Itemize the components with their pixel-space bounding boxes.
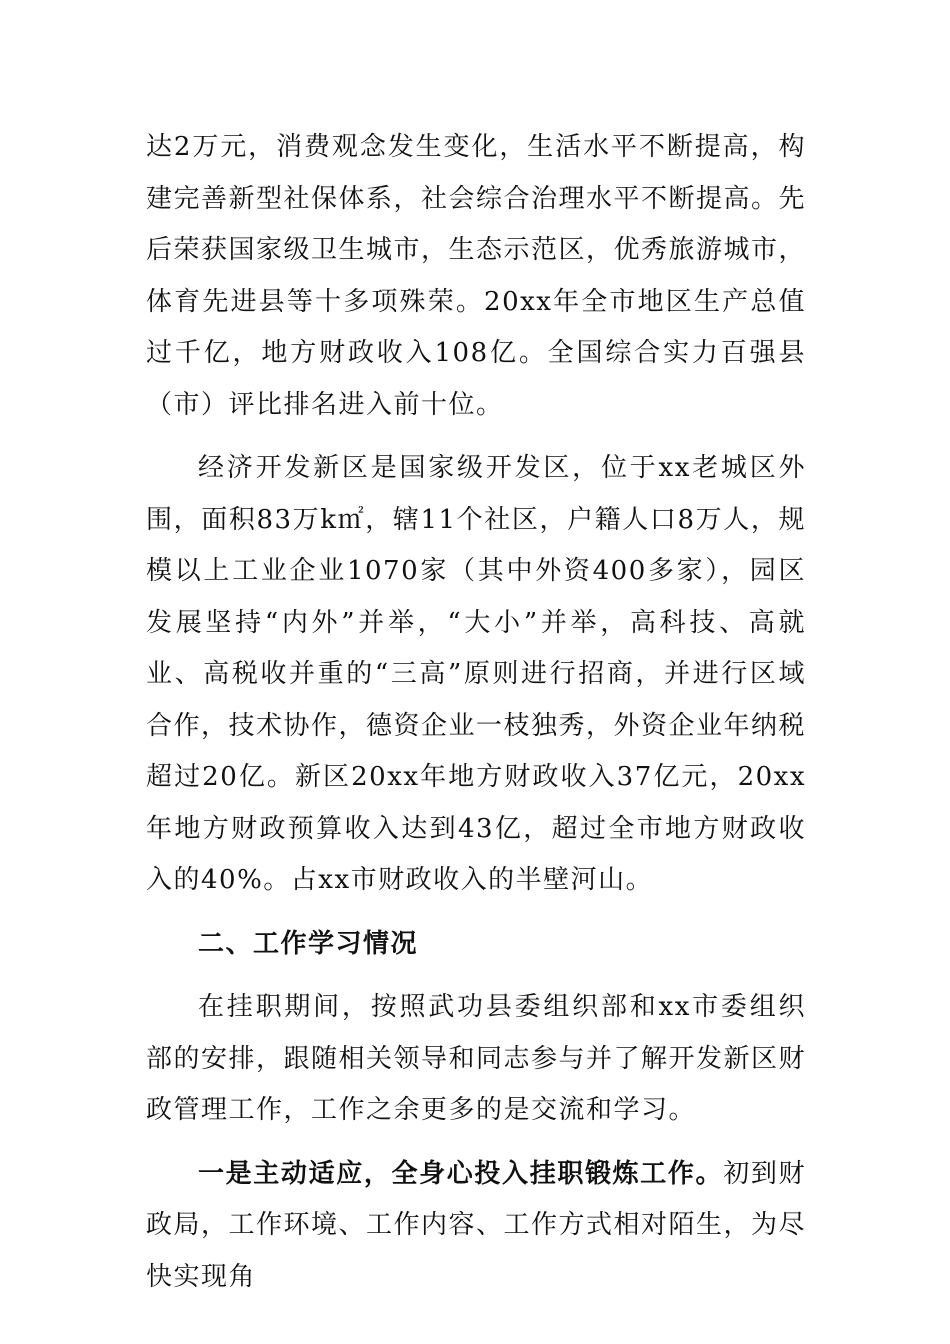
paragraph-4-body: 初到财政局，工作环境、工作内容、工作方式相对陌生，为尽快实现角: [146, 1158, 807, 1292]
paragraph-1: 达2万元，消费观念发生变化，生活水平不断提高，构建完善新型社保体系，社会综合治理水平不断提高。先后荣获国家级卫生城市，生态示范区，优秀旅游城市，体育先进县等十多项殊荣。20xx年全市地区生产总值过千亿，地方财政收入108亿。全国综合实力百强县（市）评比排名进入前十位。: [146, 132, 807, 420]
paragraph-4-lead: 一是主动适应，全身心投入挂职锻炼工作。: [198, 1158, 724, 1189]
paragraph-gap: [146, 970, 806, 982]
paragraph-2: 经济开发新区是国家级开发区，位于xx老城区外围，面积83万k㎡，辖11个社区，户籍人口8万人，规模以上工业企业1070家（其中外资400多家），园区发展坚持“内外”并举，“大小”并举，高科技、高就业、高税收并重的“三高”原则进行招商，并进行区域合作，技术协作，德资企业一枝独秀，外资企业年纳税超过20亿。新区20xx年地方财政收入37亿元，20xx年地方财政预算收入达到43亿，超过全市地方财政收入的40%。占xx市财政收入的半壁河山。: [146, 453, 807, 895]
section-heading-2: 二、工作学习情况: [198, 928, 419, 959]
document-body: [146, 122, 806, 1303]
paragraph-gap: [146, 1137, 806, 1149]
paragraph-3: 在挂职期间，按照武功县委组织部和xx市委组织部的安排，跟随相关领导和同志参与并了解开发新区财政管理工作，工作之余更多的是交流和学习。: [146, 992, 807, 1125]
paragraph-4: [146, 1149, 806, 1304]
paragraph-gap: [146, 431, 806, 443]
paragraph-gap: [146, 907, 806, 919]
